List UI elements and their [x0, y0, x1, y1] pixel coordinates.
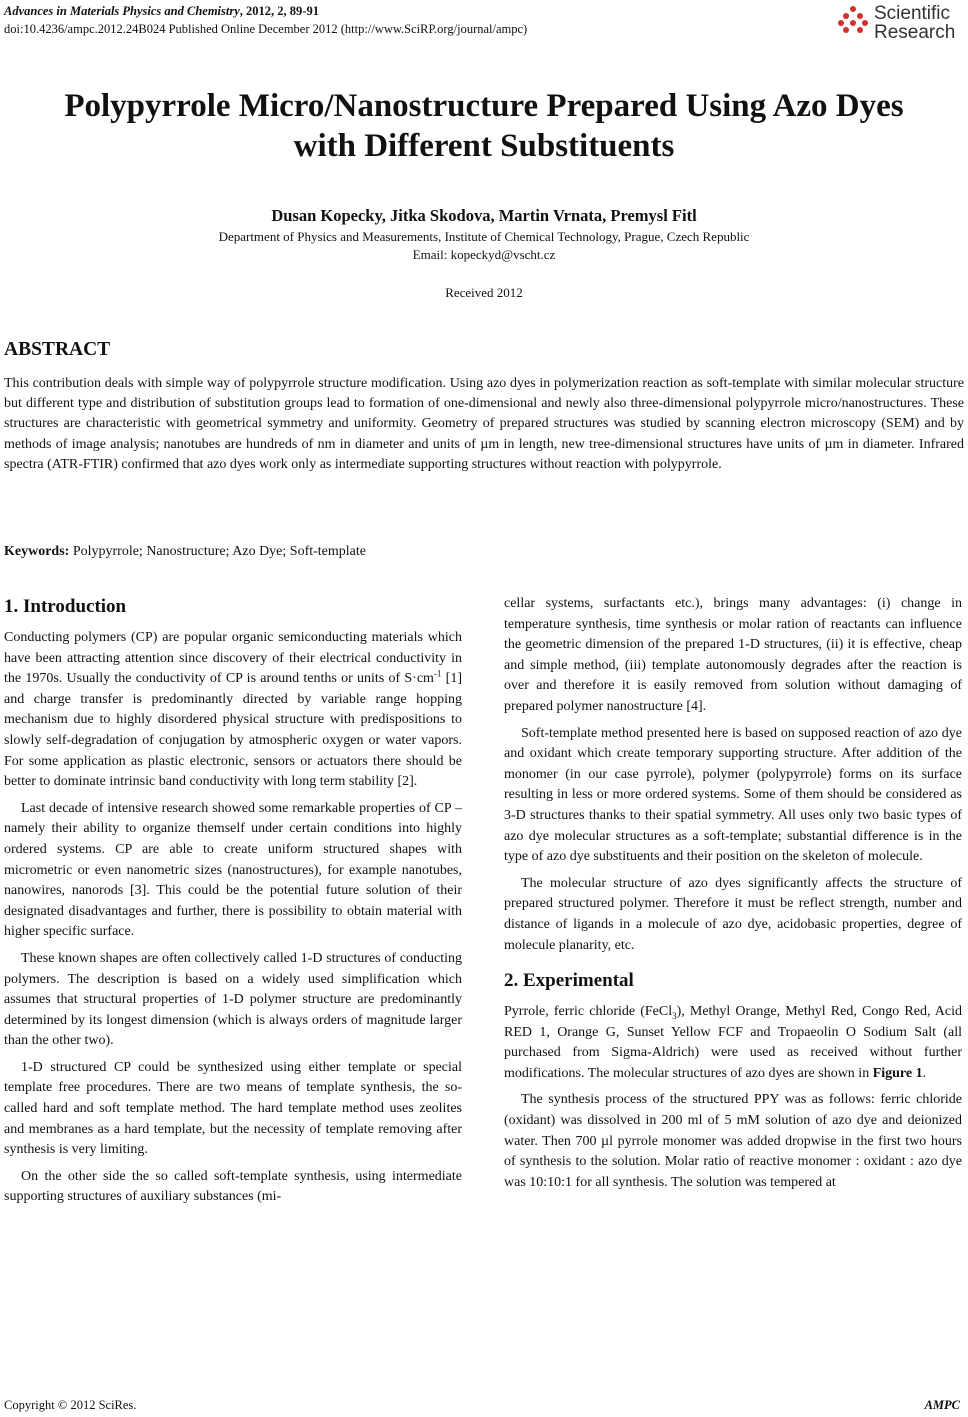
keywords-label: Keywords: — [4, 544, 70, 559]
paragraph: Conducting polymers (CP) are popular organic semiconducting materials which have been attracting attention since discovery of their electrical conductivity in the 1970s. Usually the conductivity of CP is around tenths or units of $S\cdot cm^{-1}$ [1] and charge transfer is predominantly directed by variable range hopping mechanism due to highly disordered physical structure with predispositions to slowly self-degradation of conjugation by atmospheric oxygen or water vapors. For some application as plastic electronic, sensors or actuators there should be better to dominate intrinsic band conductivity with long term stability [2]. — [4, 630, 463, 790]
abstract-body: This contribution deals with simple way of polypyrrole structure modification. Using azo dyes in polymerization reaction as soft-template with similar molecular structure but different type and distribution of substitution groups lead to formation of one-dimensional and newly also three-dimensional polypyrrole micro/nanostructures. These structures are characteristic with geometrical symmetry and uniformity. Geometry of prepared structures was studied by scanning electron microscopy (SEM) and by methods of image analysis; nanotubes are hundreds of nm in diameter and units of µm in length, new tree-dimensional structures have units of µm in diameter. Infrared spectra (ATR-FTIR) confirmed that azo dyes work only as intermediate supporting structures without reaction with polypyrrole. — [4, 376, 964, 472]
figure-reference[interactable]: Figure 1 — [872, 1065, 923, 1081]
paragraph: Soft-template method presented here is based on supposed reaction of azo dye and oxidant which create temporary supporting structure. After addition of the monomer (in our case pyrrole), polymer (polypyrrole) forms on its surface resulting in less or more ordered systems. Some of them should be considered as 3-D structures thanks to their spatial symmetry. All uses only two basic types of azo dye molecular structures as a soft-template; substantial difference is in the type of azo dye substituents and their position on the skeleton of molecule. — [504, 725, 962, 865]
email: Email: kopeckyd@vscht.cz — [412, 247, 556, 262]
paragraph: The synthesis process of the structured PPY was as follows: ferric chloride (oxidant) was dissolved in 200 ml of 5 mM solution of azo dye and deionized water. Then 700 µl pyrrole monomer was added dropwise in the first two hours of synthesis to the solution. Molar ratio of reactive monomer : oxidant : azo dye was 10:10:1 for all synthesis. The solution was tempered at — [504, 1092, 962, 1190]
running-header — [4, 2, 527, 38]
footer-journal-abbr: AMPC — [924, 1398, 960, 1412]
authors: Dusan Kopecky, Jitka Skodova, Martin Vrnata, Premysl Fitl — [271, 206, 697, 225]
section-heading-experimental: 2. Experimental — [504, 970, 634, 992]
section-heading-introduction: 1. Introduction — [4, 596, 127, 617]
received-date: Received 2012 — [445, 285, 523, 300]
abstract-heading: ABSTRACT — [4, 339, 111, 360]
paragraph: Pyrrole, ferric chloride (FeCl$_3$), Methyl Orange, Methyl Red, Congo Red, Acid RED 1, Orange G, Sunset Yellow FCF and Tropaeolin O Sodium Salt (all purchased from Sigma-Aldrich) were used as received without further modifications. The molecular structures of azo dyes are shown in Figure 1. — [504, 1004, 962, 1081]
paragraph: On the other side the so called soft-template synthesis, using intermediate supporting structures of auxiliary substances (mi- — [4, 1168, 462, 1205]
title-line-1: Polypyrrole Micro/Nanostructure Prepared Using Azo Dyes — [64, 88, 904, 124]
paragraph: These known shapes are often collectively called 1-D structures of conducting polymers. The description is based on a widely used simplification which assumes that structural properties of 1-D polymer structure are predominantly determined by its longest dimension (which is always orders of magnitude larger than the other two). — [4, 950, 462, 1049]
publisher-logo — [838, 2, 960, 42]
paragraph: cellar systems, surfactants etc.), brings many advantages: (i) change in temperature synthesis, time synthesis or molar ration of reactants can influence the geometric dimension of the prepared 1-D structures, (ii) it is effective, cheap and simple method, (iii) template autonomously degrades after the reaction is over and therefore it is easily removed from solution without damaging of prepared polymer nanostructure [4]. — [504, 596, 962, 714]
affiliation: Department of Physics and Measurements, Institute of Chemical Technology, Prague, Czech Republic — [218, 229, 750, 244]
journal-name: Advances in Materials Physics and Chemistry — [4, 4, 240, 18]
keywords-text: Polypyrrole; Nanostructure; Azo Dye; Soft-template — [69, 544, 366, 559]
paper-title — [0, 86, 968, 166]
logo-text-line2: Research — [874, 22, 956, 43]
paragraph: 1-D structured CP could be synthesized using either template or special template free procedures. There are two means of template synthesis, the so-called hard and soft template method. The hard template method uses zeolites and membranes as a hard template, but the necessity of template removing after synthesis is very limiting. — [4, 1059, 462, 1158]
journal-volume: , 2012, 2, 89-91 — [239, 4, 319, 18]
paragraph: Last decade of intensive research showed some remarkable properties of CP – namely their ability to organize themself under certain conditions into highly ordered systems. CP are able to create uniform structured shapes with micrometric or even nanometric sizes (nanostructures), for example nanotubes, nanowires, nanorods [3]. This could be the potential future solution of their designated disadvantages and further, there is possibility to obtain material with higher specific surface. — [4, 800, 462, 940]
logo-text-line1: Scientific — [874, 3, 951, 24]
doi-line: doi:10.4236/ampc.2012.24B024 Published Online December 2012 (http://www.SciRP.org/journal/ampc) — [4, 22, 528, 36]
scientific-research-dots-logo-icon — [838, 6, 870, 34]
title-line-2: with Different Substituents — [293, 128, 675, 164]
footer-copyright: Copyright © 2012 SciRes. — [4, 1398, 137, 1412]
left-column — [4, 594, 462, 1214]
keywords — [4, 542, 964, 562]
paragraph: The molecular structure of azo dyes significantly affects the structure of prepared structured polymer. Therefore it must be reflect strength, number and distance of ligands in a molecule of azo dye, acidobasic properties, degree of molecule planarity, etc. — [504, 875, 962, 953]
right-column — [504, 594, 962, 1199]
